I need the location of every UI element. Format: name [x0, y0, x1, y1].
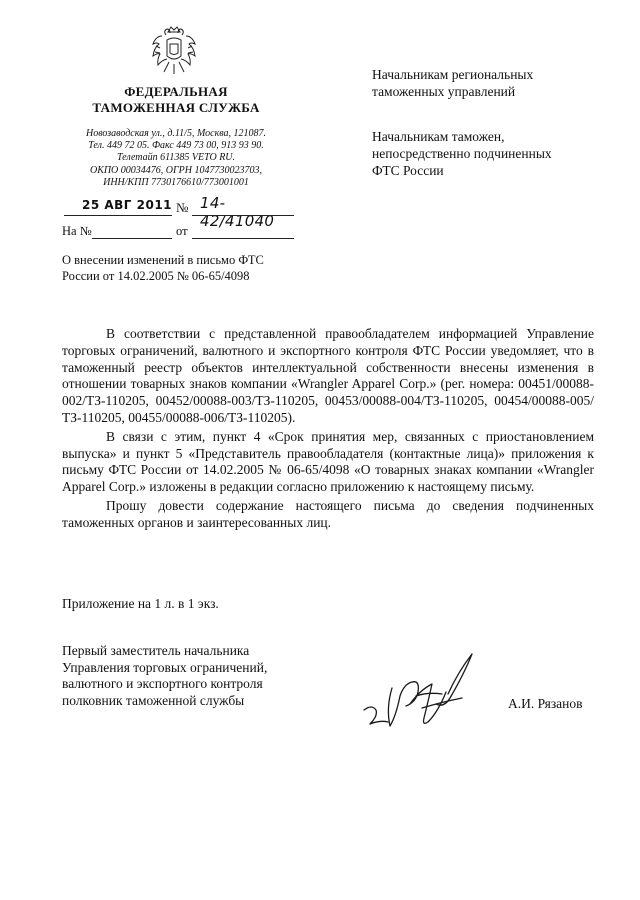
- number-label: №: [176, 200, 189, 215]
- attachment-note: Приложение на 1 л. в 1 экз.: [62, 596, 219, 611]
- position-line: полковник таможенной службы: [62, 692, 245, 708]
- contact-details: [60, 128, 292, 189]
- position-line: Первый заместитель начальника: [62, 643, 250, 658]
- reference-date-blank: [192, 238, 294, 239]
- recipient-block-customs: [372, 128, 552, 179]
- reference-date-label: от: [176, 224, 188, 238]
- letter-body: [62, 326, 594, 534]
- contact-line: Тел. 449 72 05. Факс 449 73 00, 913 93 90.: [88, 140, 264, 152]
- recipient-line: Начальникам региональных: [372, 67, 534, 82]
- contact-line: ОКПО 00034476, ОГРН 1047730023703,: [89, 164, 263, 176]
- signatory-position: [62, 643, 362, 709]
- org-line-1: ФЕДЕРАЛЬНАЯ: [124, 84, 228, 99]
- reference-line: [62, 224, 294, 242]
- reference-number-label: На №: [62, 224, 92, 238]
- body-paragraph: В связи с этим, пункт 4 «Срок принятия мер, связанных с приостановлением выпуска» и пункт 5 «Представитель правообладателя (контактные лица)» приложения к письму ФТС России от 14.02.2005 № 06-65/4098 «О товарных знаках компании «Wrangler Apparel Corp.» изложены в редакции согласно приложению к настоящему письму.: [62, 428, 594, 495]
- contact-line: ИНН/КПП 7730176610/773001001: [103, 176, 249, 188]
- recipient-line: Начальникам таможен,: [372, 129, 505, 144]
- registration-line: [62, 194, 294, 230]
- registration-date: 25 АВГ 2011: [82, 198, 173, 212]
- handwritten-signature: [352, 648, 502, 748]
- recipient-line: непосредственно подчиненных: [372, 146, 552, 161]
- russian-eagle-emblem-icon: [148, 22, 200, 78]
- signatory-name: А.И. Рязанов: [508, 696, 583, 711]
- recipient-line: ФТС России: [372, 163, 444, 178]
- position-line: Управления торговых ограничений,: [62, 659, 268, 675]
- registration-number: 14-42/41040: [200, 194, 275, 230]
- recipient-line: таможенных управлений: [372, 84, 516, 99]
- letter-subject: [62, 253, 302, 284]
- position-line: валютного и экспортного контроля: [62, 676, 263, 691]
- body-paragraph: В соответствии с представленной правообладателем информацией Управление торговых ограничений, валютного и экспортного контроля ФТС России уведомляет, что в таможенный реестр объектов интеллектуальной собственности внесены изменения в отношении товарных знаков компании «Wrangler Apparel Corp.» (рег. номера: 00451/00088-002/ТЗ-110205, 00452/00088-003/ТЗ-110205, 00453/00088-004/ТЗ-110205, 00454/00088-005/ТЗ-110205, 00455/00088-006/ТЗ-110205).: [62, 326, 594, 425]
- recipient-block-regional: [372, 66, 533, 100]
- date-underline: [64, 215, 172, 216]
- contact-line: Телетайп 611385 VETO RU.: [116, 152, 236, 164]
- contact-line: Новозаводская ул., д.11/5, Москва, 121087.: [85, 128, 267, 139]
- subject-line: О внесении изменений в письмо ФТС: [62, 253, 264, 267]
- number-underline: [192, 215, 294, 216]
- reference-number-blank: [92, 238, 172, 239]
- subject-line: России от 14.02.2005 № 06-65/4098: [62, 268, 250, 283]
- org-line-2: ТАМОЖЕННАЯ СЛУЖБА: [92, 100, 260, 115]
- organization-name: [60, 84, 292, 116]
- body-paragraph: Прошу довести содержание настоящего письма до сведения подчиненных таможенных органов и заинтересованных лиц.: [62, 497, 594, 530]
